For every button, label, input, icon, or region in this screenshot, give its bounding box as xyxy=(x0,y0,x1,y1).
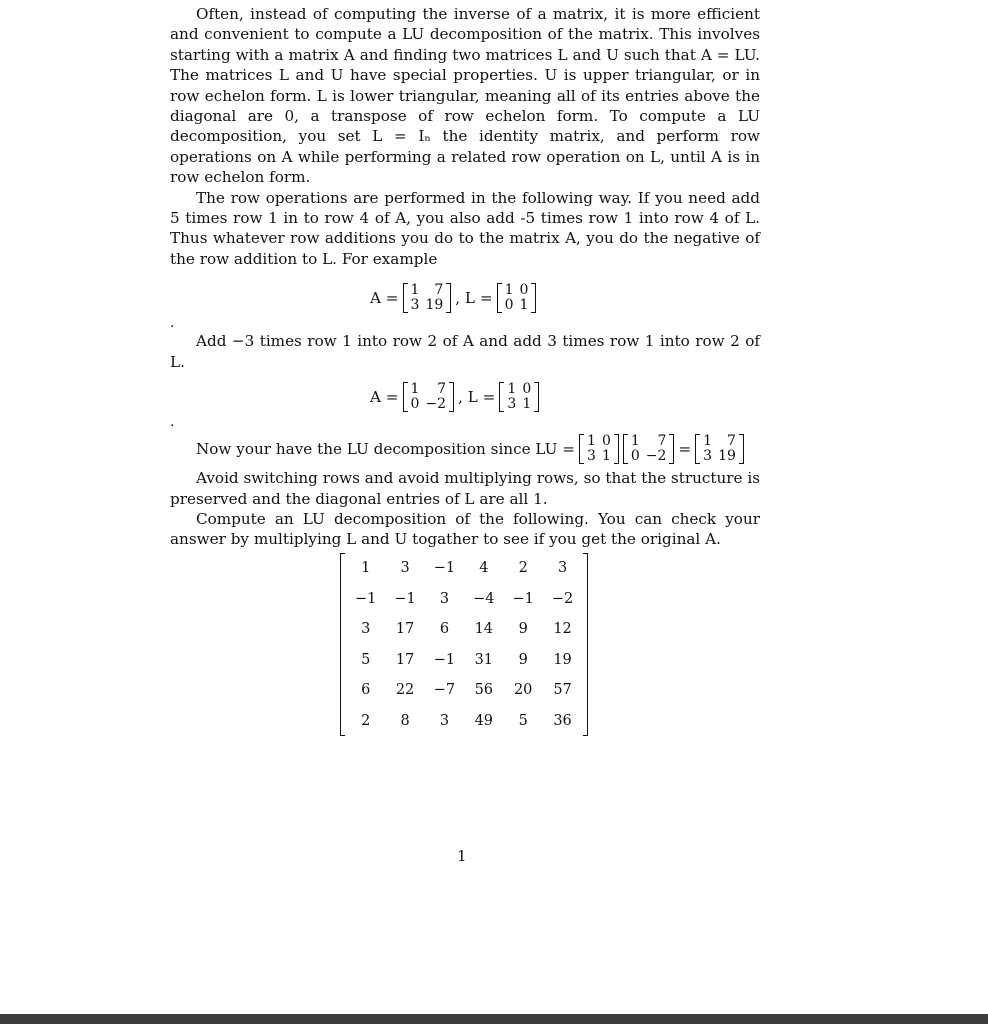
paragraph-add-row: Add −3 times row 1 into row 2 of A and add 3 times row 1 into row 2 of L. xyxy=(170,332,760,371)
paragraph-compute-lu: Compute an LU decomposition of the following. You can check your answer by multiplying L and U togather to see if you get the original A. xyxy=(170,509,760,549)
matrix-cell: 7 xyxy=(657,433,667,450)
paragraph-avoid-switching: Avoid switching rows and avoid multiplying rows, so that the structure is preserved and the diagonal entries of L are all 1. xyxy=(170,469,760,508)
stray-dot: . xyxy=(170,315,175,332)
l-equals-label: , L = xyxy=(458,387,496,406)
matrix-cell: 3 xyxy=(361,621,371,637)
example-1-matrix-l xyxy=(497,283,537,313)
matrix-cell: 9 xyxy=(518,651,528,668)
matrix-cell: −4 xyxy=(473,590,495,607)
matrix-cell: 3 xyxy=(507,396,517,413)
example-1-matrix-a xyxy=(403,283,452,313)
matrix-cell: 14 xyxy=(474,621,494,637)
lu-product-line xyxy=(170,430,760,468)
matrix-cell: −1 xyxy=(433,651,456,668)
l-equals-label: , L = xyxy=(455,289,493,308)
matrix-cell: 56 xyxy=(474,682,494,698)
a-equals-label: A = xyxy=(370,387,399,406)
matrix-cell: −7 xyxy=(433,682,456,698)
matrix-cell: 9 xyxy=(518,621,528,637)
matrix-cell: 1 xyxy=(507,381,517,398)
matrix-cell: 1 xyxy=(361,560,371,576)
product-matrix-a xyxy=(695,434,744,464)
matrix-cell: 0 xyxy=(630,448,640,465)
page-number: 1 xyxy=(457,847,467,865)
viewer-bottom-bar xyxy=(0,1014,988,1024)
matrix-cell: 1 xyxy=(601,448,611,465)
matrix-cell: 4 xyxy=(479,560,489,576)
matrix-cell: 3 xyxy=(439,712,450,729)
matrix-cell: 7 xyxy=(437,381,447,398)
matrix-cell: 5 xyxy=(361,651,371,668)
matrix-cell: 8 xyxy=(400,712,410,729)
matrix-cell: 1 xyxy=(410,381,420,398)
matrix-cell: 7 xyxy=(727,433,736,450)
matrix-cell: 1 xyxy=(504,282,514,299)
matrix-cell: 3 xyxy=(703,448,713,465)
matrix-cell: 1 xyxy=(522,396,532,413)
matrix-cell: 19 xyxy=(425,297,444,314)
matrix-cell: 2 xyxy=(518,560,528,576)
paragraph-row-operations: The row operations are performed in the following way. If you need add 5 times row 1 in to row 4 of A, you also add -5 times row 1 into row 4 of L. Thus whatever row additions you do to the matrix A, you do the negative of the row addition to L. For example xyxy=(170,188,760,268)
matrix-cell: 1 xyxy=(703,433,713,450)
matrix-cell: 12 xyxy=(553,621,572,637)
stray-dot: . xyxy=(170,414,175,431)
matrix-cell: 20 xyxy=(513,682,533,698)
matrix-cell: 57 xyxy=(553,682,572,698)
matrix-cell: 3 xyxy=(587,448,596,465)
matrix-cell: 49 xyxy=(474,712,494,729)
matrix-cell: 0 xyxy=(601,433,611,450)
matrix-cell: 19 xyxy=(718,448,736,465)
product-matrix-u xyxy=(623,434,675,464)
matrix-cell: 0 xyxy=(410,396,420,413)
example-2-display xyxy=(170,372,760,430)
matrix-cell: 36 xyxy=(553,712,572,729)
matrix-cell: 6 xyxy=(439,621,450,637)
matrix-cell: 3 xyxy=(410,297,420,314)
matrix-cell: 6 xyxy=(361,682,371,698)
document-page xyxy=(170,4,760,550)
matrix-cell: −1 xyxy=(433,560,456,576)
matrix-cell: −1 xyxy=(512,590,534,607)
equals-sign: = xyxy=(678,439,692,458)
matrix-cell: 17 xyxy=(395,651,415,668)
matrix-cell: −2 xyxy=(425,396,447,413)
problem-matrix xyxy=(340,553,588,740)
example-1-display xyxy=(170,269,760,331)
matrix-cell: 1 xyxy=(630,433,640,450)
example-2-matrix-a xyxy=(403,382,455,412)
a-equals-label: A = xyxy=(370,289,399,308)
matrix-cell: 1 xyxy=(410,282,420,299)
matrix-cell: 3 xyxy=(439,590,450,607)
matrix-cell: 31 xyxy=(474,651,494,668)
matrix-cell: −2 xyxy=(645,448,667,465)
matrix-cell: 22 xyxy=(395,682,415,698)
matrix-cell: −1 xyxy=(355,590,377,607)
example-2-matrix-l xyxy=(499,382,539,412)
paragraph-intro: Often, instead of computing the inverse of a matrix, it is more efficient and convenient to compute a LU decomposition of the matrix. This involves starting with a matrix A and finding two matrices L and U such that A = LU. The matrices L and U have special properties. U is upper triangular, or in row echelon form. L is lower triangular, meaning all of its entries above the diagonal are 0, a transpose of row echelon form. To compute a LU decomposition, you set L = Iₙ the identity matrix, and perform row operations on A while performing a related row operation on L, until A is in row echelon form. xyxy=(170,5,760,187)
lu-decomposition-text: Now your have the LU decomposition since LU = xyxy=(196,439,576,458)
matrix-cell: 3 xyxy=(557,560,568,576)
matrix-cell: 7 xyxy=(434,282,444,299)
matrix-cell: 1 xyxy=(587,433,596,450)
matrix-cell: 2 xyxy=(361,712,371,729)
matrix-cell: 0 xyxy=(504,297,514,314)
matrix-cell: 0 xyxy=(519,282,529,299)
matrix-cell: 1 xyxy=(519,297,529,314)
matrix-cell: 3 xyxy=(400,560,410,576)
matrix-cell: 0 xyxy=(522,381,532,398)
matrix-cell: −1 xyxy=(394,590,416,607)
matrix-cell: −2 xyxy=(551,590,574,607)
matrix-cell: 19 xyxy=(553,651,572,668)
matrix-cell: 17 xyxy=(395,621,415,637)
product-matrix-l xyxy=(579,434,619,464)
matrix-cell: 5 xyxy=(518,712,528,729)
